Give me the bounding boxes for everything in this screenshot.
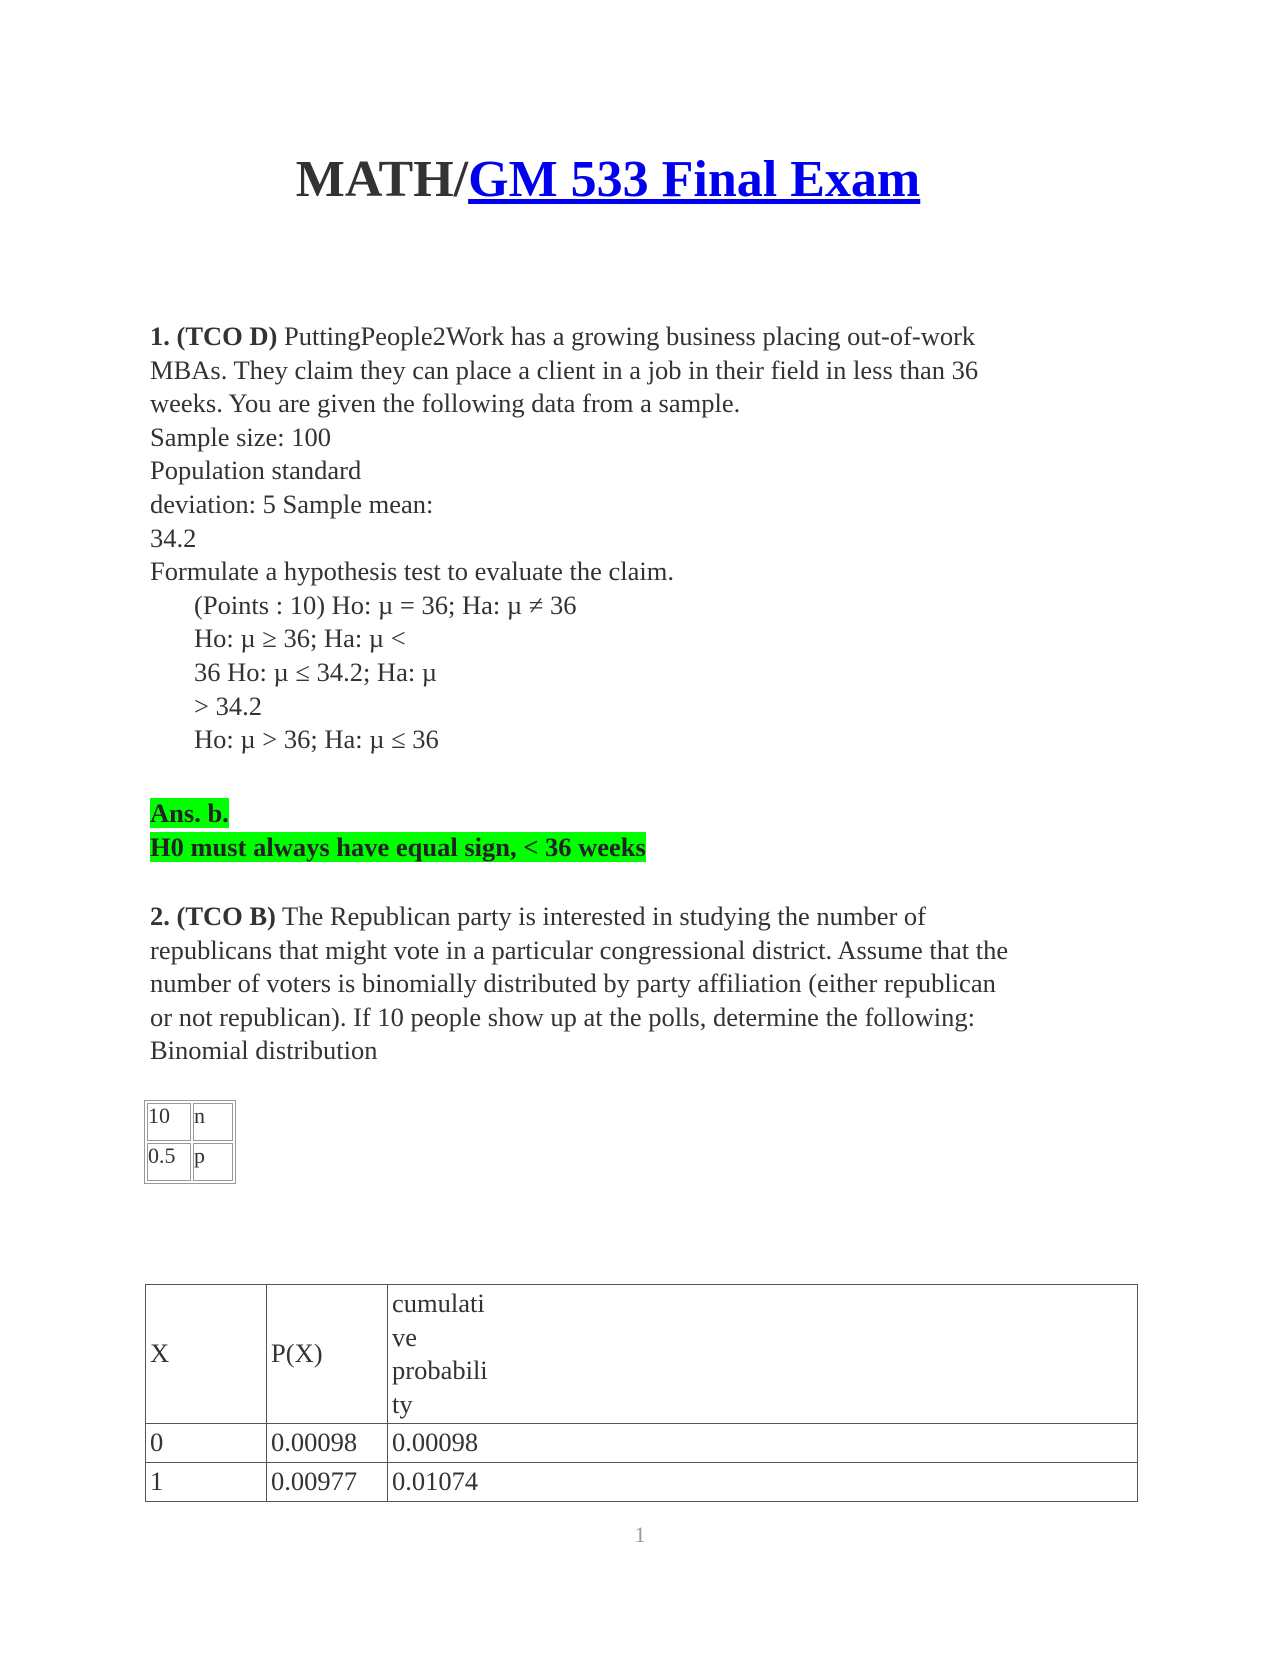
- question-number: 2.: [150, 901, 170, 931]
- option-line: 36 Ho: µ ≤ 34.2; Ha: µ: [194, 656, 438, 687]
- cell-px: 0.00977: [267, 1462, 388, 1501]
- cell-x: 0: [146, 1424, 267, 1463]
- param-label-p: p: [193, 1143, 233, 1181]
- question-text: or not republican). If 10 people show up at the polls, determine the following:: [150, 1001, 975, 1032]
- table-row: [146, 1424, 1138, 1463]
- question-text: Binomial distribution: [150, 1035, 378, 1066]
- option-line: Ho: µ > 36; Ha: µ ≤ 36: [194, 724, 439, 755]
- column-header: X: [146, 1285, 267, 1424]
- question-tco: (TCO D): [176, 321, 278, 351]
- question-text: The Republican party is interested in studying the number of: [282, 901, 926, 931]
- document-title: [0, 150, 1216, 209]
- answer-1: [150, 797, 1110, 864]
- column-header: P(X): [267, 1285, 388, 1424]
- param-value-p: 0.5: [147, 1143, 191, 1181]
- param-label-n: n: [193, 1103, 233, 1141]
- question-text: Formulate a hypothesis test to evaluate the claim.: [150, 556, 674, 587]
- question-text: Population standard: [150, 455, 362, 486]
- answer-label: Ans. b.: [150, 798, 229, 828]
- cell-x: 1: [146, 1462, 267, 1501]
- param-value-n: 10: [147, 1103, 191, 1141]
- question-2: [150, 900, 1110, 1068]
- question-tco: (TCO B): [176, 901, 276, 931]
- binomial-table: [145, 1284, 1138, 1502]
- title-link[interactable]: GM 533 Final Exam: [468, 151, 921, 208]
- cell-cumulative: 0.01074: [388, 1462, 1138, 1501]
- option-line: Ho: µ ≥ 36; Ha: µ <: [194, 623, 406, 654]
- question-number: 1.: [150, 321, 170, 351]
- option-line: > 34.2: [194, 690, 262, 721]
- title-prefix: MATH/: [295, 151, 469, 208]
- column-header: cumulati ve probabili ty: [388, 1285, 1138, 1424]
- binomial-params-table: [144, 1100, 236, 1184]
- question-text: weeks. You are given the following data from a sample.: [150, 388, 741, 419]
- question-text: number of voters is binomially distributed by party affiliation (either republican: [150, 968, 996, 999]
- question-text: PuttingPeople2Work has a growing business placing out-of-work: [283, 321, 976, 351]
- sample-size: Sample size: 100: [150, 421, 332, 452]
- question-1: [150, 320, 1110, 757]
- table-row: [146, 1462, 1138, 1501]
- option-line: (Points : 10) Ho: µ = 36; Ha: µ ≠ 36: [194, 589, 577, 620]
- question-text: MBAs. They claim they can place a client in a job in their field in less than 36: [150, 354, 979, 385]
- question-text: deviation: 5 Sample mean:: [150, 488, 434, 519]
- sample-mean: 34.2: [150, 522, 197, 553]
- cell-cumulative: 0.00098: [388, 1424, 1138, 1463]
- answer-explanation: H0 must always have equal sign, < 36 weeks: [150, 831, 646, 862]
- question-text: republicans that might vote in a particular congressional district. Assume that the: [150, 934, 1009, 965]
- cell-px: 0.00098: [267, 1424, 388, 1463]
- page-number: 1: [634, 1522, 646, 1547]
